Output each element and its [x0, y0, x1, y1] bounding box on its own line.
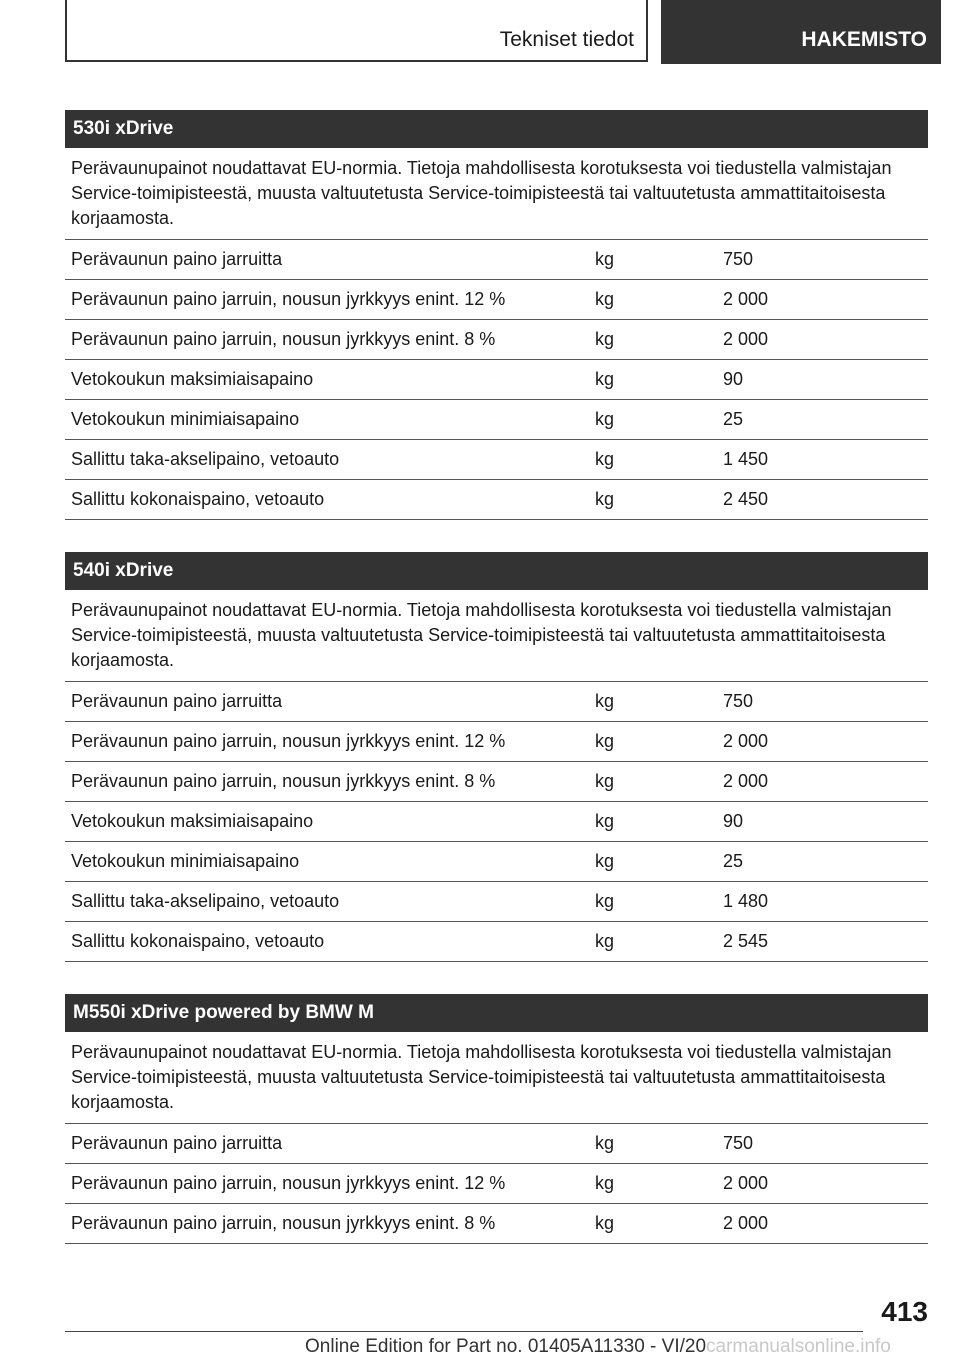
- section-description: Perävaunupainot noudattavat EU-normia. Tietoja mahdollisesta korotuksesta voi tiedustella valmistajan Service-toimipisteestä, muusta valtuutetusta Service-toimipisteestä tai valtuutetusta ammattitaitoisesta korjaamosta.: [65, 148, 928, 240]
- section-title: 530i xDrive: [65, 110, 928, 148]
- row-label: Vetokoukun minimiaisapaino: [65, 842, 589, 882]
- row-unit: kg: [589, 1124, 717, 1164]
- section-title: M550i xDrive powered by BMW M: [65, 994, 928, 1032]
- row-unit: kg: [589, 240, 717, 280]
- section-m550i: [65, 994, 928, 1244]
- row-unit: kg: [589, 682, 717, 722]
- row-unit: kg: [589, 1164, 717, 1204]
- row-label: Perävaunun paino jarruitta: [65, 682, 589, 722]
- row-unit: kg: [589, 882, 717, 922]
- footer-edition: [305, 1336, 891, 1358]
- tab-tekniset-tiedot[interactable]: [65, 0, 648, 62]
- table-row: [65, 1124, 928, 1164]
- row-value: 90: [717, 360, 928, 400]
- row-unit: kg: [589, 762, 717, 802]
- spec-table: [65, 240, 928, 520]
- table-row: [65, 280, 928, 320]
- table-row: [65, 320, 928, 360]
- page-header: [0, 0, 960, 66]
- row-unit: kg: [589, 480, 717, 520]
- row-value: 2 000: [717, 762, 928, 802]
- table-row: [65, 1204, 928, 1244]
- row-label: Sallittu taka-akselipaino, vetoauto: [65, 882, 589, 922]
- row-unit: kg: [589, 722, 717, 762]
- table-row: [65, 400, 928, 440]
- tab-hakemisto[interactable]: [661, 0, 941, 64]
- table-row: [65, 722, 928, 762]
- page-number: 413: [881, 1296, 928, 1327]
- row-label: Perävaunun paino jarruin, nousun jyrkkyys enint. 12 %: [65, 1164, 589, 1204]
- row-label: Perävaunun paino jarruin, nousun jyrkkyys enint. 8 %: [65, 1204, 589, 1244]
- row-unit: kg: [589, 922, 717, 962]
- row-value: 2 000: [717, 722, 928, 762]
- row-label: Sallittu kokonaispaino, vetoauto: [65, 480, 589, 520]
- row-label: Sallittu taka-akselipaino, vetoauto: [65, 440, 589, 480]
- row-value: 25: [717, 842, 928, 882]
- table-row: [65, 682, 928, 722]
- section-title: 540i xDrive: [65, 552, 928, 590]
- table-row: [65, 762, 928, 802]
- row-value: 2 000: [717, 280, 928, 320]
- row-unit: kg: [589, 802, 717, 842]
- row-value: 750: [717, 240, 928, 280]
- spec-table: [65, 1124, 928, 1244]
- tab-tekniset-tiedot-label: Tekniset tiedot: [499, 28, 634, 51]
- row-label: Vetokoukun minimiaisapaino: [65, 400, 589, 440]
- row-label: Sallittu kokonaispaino, vetoauto: [65, 922, 589, 962]
- row-value: 2 450: [717, 480, 928, 520]
- row-value: 90: [717, 802, 928, 842]
- row-label: Vetokoukun maksimiaisapaino: [65, 802, 589, 842]
- row-label: Perävaunun paino jarruin, nousun jyrkkyys enint. 12 %: [65, 722, 589, 762]
- tab-hakemisto-label: HAKEMISTO: [801, 28, 927, 51]
- row-label: Perävaunun paino jarruitta: [65, 1124, 589, 1164]
- row-value: 2 545: [717, 922, 928, 962]
- row-label: Vetokoukun maksimiaisapaino: [65, 360, 589, 400]
- row-label: Perävaunun paino jarruin, nousun jyrkkyys enint. 12 %: [65, 280, 589, 320]
- row-label: Perävaunun paino jarruin, nousun jyrkkyys enint. 8 %: [65, 320, 589, 360]
- row-unit: kg: [589, 1204, 717, 1244]
- table-row: [65, 922, 928, 962]
- table-row: [65, 240, 928, 280]
- row-unit: kg: [589, 842, 717, 882]
- table-row: [65, 360, 928, 400]
- row-value: 750: [717, 682, 928, 722]
- row-value: 25: [717, 400, 928, 440]
- row-unit: kg: [589, 280, 717, 320]
- row-unit: kg: [589, 320, 717, 360]
- row-value: 750: [717, 1124, 928, 1164]
- footer-divider: [65, 1331, 863, 1332]
- table-row: [65, 842, 928, 882]
- table-row: [65, 1164, 928, 1204]
- table-row: [65, 480, 928, 520]
- page-content: [65, 110, 928, 1276]
- row-unit: kg: [589, 400, 717, 440]
- section-description: Perävaunupainot noudattavat EU-normia. Tietoja mahdollisesta korotuksesta voi tiedustella valmistajan Service-toimipisteestä, muusta valtuutetusta Service-toimipisteestä tai valtuutetusta ammattitaitoisesta korjaamosta.: [65, 590, 928, 682]
- row-unit: kg: [589, 440, 717, 480]
- row-value: 1 480: [717, 882, 928, 922]
- row-label: Perävaunun paino jarruin, nousun jyrkkyys enint. 8 %: [65, 762, 589, 802]
- spec-table: [65, 682, 928, 962]
- section-description: Perävaunupainot noudattavat EU-normia. Tietoja mahdollisesta korotuksesta voi tiedustella valmistajan Service-toimipisteestä, muusta valtuutetusta Service-toimipisteestä tai valtuutetusta ammattitaitoisesta korjaamosta.: [65, 1032, 928, 1124]
- row-unit: kg: [589, 360, 717, 400]
- footer-watermark: carmanualsonline.info: [706, 1336, 891, 1357]
- table-row: [65, 440, 928, 480]
- row-value: 2 000: [717, 1204, 928, 1244]
- row-label: Perävaunun paino jarruitta: [65, 240, 589, 280]
- section-530i: [65, 110, 928, 520]
- row-value: 2 000: [717, 1164, 928, 1204]
- row-value: 1 450: [717, 440, 928, 480]
- table-row: [65, 802, 928, 842]
- table-row: [65, 882, 928, 922]
- footer-edition-text: Online Edition for Part no. 01405A11330 - VI/20: [305, 1336, 707, 1357]
- section-540i: [65, 552, 928, 962]
- row-value: 2 000: [717, 320, 928, 360]
